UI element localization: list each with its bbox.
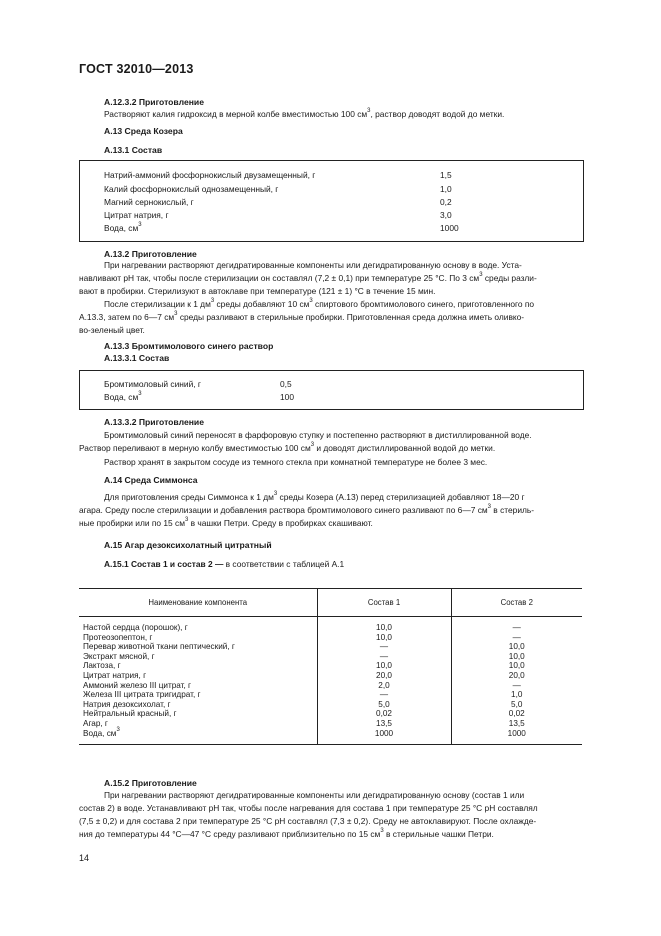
cell-s2: 13,5 [451,719,582,729]
cell-name: Настой сердца (порошок), г [83,623,188,632]
table-row [79,671,582,681]
table-header-component: Наименование компонента [79,589,317,617]
table-a1 [79,588,582,745]
paragraph-line: агара. Среду после стерилизации и добавления раствора бромтимолового синего разливают по 6—7 $см^3$ в стериль- [79,504,535,515]
table-row [79,617,582,633]
bromthymol-composition-box [79,370,584,410]
table-row [79,661,582,671]
paragraph-line: вают в пробирки. Стерилизуют в автоклаве при температуре (121 ± 1) °С в течение 15 мин. [79,286,436,296]
cell-s1: 2,0 [317,681,451,691]
paragraph-line: А.13.3, затем по 6—7 $см^3$ среды разливают в стерильные пробирки. Приготовленная среда должна иметь оливко- [79,311,525,322]
kozer-item-value: 1,0 [440,184,452,194]
heading-a13: А.13 Среда Козера [104,126,183,136]
paragraph-line: состав 2) в воде. Устанавливают pH так, чтобы после нагревания для состава 1 при температуре 25 °С pH составлял [79,803,538,813]
heading-a151: А.15.1 Состав 1 и состав 2 — в соответствии с таблицей А.1 [104,559,345,569]
heading-a15: А.15 Агар дезоксихолатный цитратный [104,540,272,550]
table-row [79,652,582,662]
cell-s2: 10,0 [451,652,582,662]
kozer-item-name: Вода, $см^3$ [104,222,142,233]
table-row [79,709,582,719]
cell-name: Цитрат натрия, г [83,670,147,680]
paragraph-a1232: Растворяют калия гидроксид в мерной колбе вместимостью 100 $см^3$, раствор доводят водой до метки. [104,108,505,119]
cell-s1: 5,0 [317,700,451,710]
cell-s1: 10,0 [317,617,451,633]
table-row [79,729,582,745]
cell-s2: 5,0 [451,700,582,710]
paragraph-line: Раствор переливают в мерную колбу вместимостью 100 $см^3$ и доводят дистиллированной водой до метки. [79,442,496,453]
kozer-item-value: 3,0 [440,210,452,220]
cell-name: Агар, г [83,718,108,728]
table-row [79,700,582,710]
paragraph-line: ния до температуры 44 °С—47 °С среду разливают приблизительно по 15 $см^3$ в стерильные чашки Петри. [79,828,494,839]
cell-s1: 0,02 [317,709,451,719]
cell-name: Экстракт мясной, г [83,651,155,661]
page-header: ГОСТ 32010—2013 [79,62,194,76]
cell-s2: 1,0 [451,690,582,700]
cell-name: Вода, $см^3$ [79,729,317,745]
paragraph-line: При нагревании растворяют дегидратированные компоненты или дегидратированную основу в воде. Уста- [104,260,522,270]
heading-a132: А.13.2 Приготовление [104,249,197,259]
cell-s1: 10,0 [317,661,451,671]
cell-s2: 20,0 [451,671,582,681]
table-row [79,719,582,729]
cell-s2: 1000 [451,729,582,745]
paragraph-line: Раствор хранят в закрытом сосуде из темного стекла при комнатной температуре не более 3 мес. [104,457,488,467]
paragraph-line: (7,5 ± 0,2) и для состава 2 при температуре 25 °С pH составлял (7,3 ± 0,2). Среду не автоклавируют. После охлажде- [79,816,537,826]
cell-name: Натрия дезоксихолат, г [83,699,171,709]
brom-item-name: Вода, $см^3$ [104,391,142,402]
cell-name: Перевар животной ткани пептический, г [83,642,235,652]
heading-a1332: А.13.3.2 Приготовление [104,417,204,427]
kozer-item-value: 0,2 [440,197,452,207]
heading-a133: А.13.3 Бромтимолового синего раствор [104,341,274,351]
kozer-item-value: 1000 [440,223,459,233]
kozer-item-name: Натрий-аммоний фосфорнокислый двузамещенный, г [104,170,316,180]
paragraph-line: навливают pH так, чтобы после стерилизации он составлял (7,2 ± 0,1) при температуре 25 °С. По 3 $см^3$ среды разли- [79,272,537,283]
cell-s2: — [451,617,582,633]
cell-name: Лактоза, г [83,661,121,671]
cell-s1: 10,0 [317,633,451,643]
table-row [79,690,582,700]
table-header-composition-2: Состав 2 [451,589,582,617]
page-number: 14 [79,853,90,863]
cell-s2: — [451,633,582,643]
brom-item-name: Бромтимоловый синий, г [104,379,201,389]
table-header-composition-1: Состав 1 [317,589,451,617]
heading-a131: А.13.1 Состав [104,145,163,155]
heading-a14: А.14 Среда Симмонса [104,475,198,485]
kozer-item-value: 1,5 [440,170,452,180]
kozer-item-name: Магний сернокислый, г [104,197,194,207]
cell-s2: 10,0 [451,642,582,652]
cell-name: Железа III цитрата тригидрат, г [83,690,201,700]
cell-s1: — [317,690,451,700]
cell-s1: 13,5 [317,719,451,729]
paragraph-line: После стерилизации к 1 $дм^3$ среды добавляют 10 $см^3$ спиртового бромтимолового синего, приготовленного по [104,298,535,309]
cell-name: Нейтральный красный, г [83,709,177,719]
cell-s1: 20,0 [317,671,451,681]
heading-a1331: А.13.3.1 Состав [104,353,170,363]
brom-item-value: 0,5 [280,379,292,389]
cell-s2: — [451,681,582,691]
cell-name: Протеозопептон, г [83,632,153,642]
heading-a1232: А.12.3.2 Приготовление [104,97,204,107]
cell-s1: — [317,652,451,662]
paragraph-line: При нагревании растворяют дегидратированные компоненты или дегидратированную основу (состав 1 или [104,790,525,800]
kozer-item-name: Цитрат натрия, г [104,210,169,220]
cell-name: Аммоний железо III цитрат, г [83,680,192,690]
paragraph-line: Для приготовления среды Симмонса к 1 $дм^3$ среды Козера (А.13) перед стерилизацией добавляют 18—20 г [104,491,525,502]
table-row [79,633,582,643]
kozer-item-name: Калий фосфорнокислый однозамещенный, г [104,184,279,194]
paragraph-line: ные пробирки или по 15 $см^3$ в чашки Петри. Среду в пробирках скашивают. [79,517,373,528]
table-row [79,642,582,652]
cell-s1: — [317,642,451,652]
heading-a152: А.15.2 Приготовление [104,778,197,788]
paragraph-line: во-зеленый цвет. [79,325,145,335]
cell-s2: 0,02 [451,709,582,719]
paragraph-line: Бромтимоловый синий переносят в фарфоровую ступку и постепенно растворяют в дистиллированной воде. [104,430,532,440]
table-row [79,681,582,691]
cell-s1: 1000 [317,729,451,745]
brom-item-value: 100 [280,392,294,402]
cell-s2: 10,0 [451,661,582,671]
